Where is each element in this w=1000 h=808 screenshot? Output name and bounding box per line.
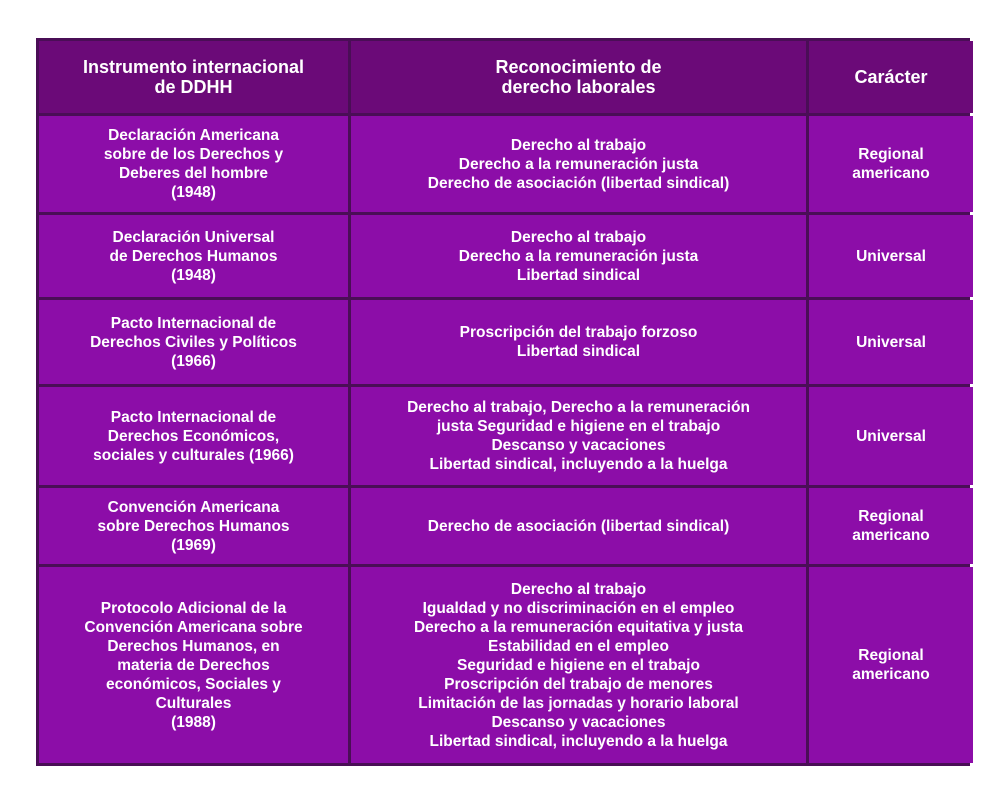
- table-row: [39, 488, 973, 564]
- cell-caracter: Universal: [809, 387, 973, 485]
- cell-caracter: Regional americano: [809, 567, 973, 763]
- cell-reconocimiento: Proscripción del trabajo forzoso Libertad sindical: [351, 300, 806, 384]
- cell-instrumento: Declaración Universal de Derechos Humanos (1948): [39, 215, 348, 297]
- table-row: [39, 300, 973, 384]
- table-row: [39, 116, 973, 212]
- table-row: [39, 567, 973, 763]
- cell-instrumento: Protocolo Adicional de la Convención Americana sobre Derechos Humanos, en materia de Derechos económicos, Sociales y Culturales (1988): [39, 567, 348, 763]
- cell-instrumento: Declaración Americana sobre de los Derechos y Deberes del hombre (1948): [39, 116, 348, 212]
- cell-instrumento: Pacto Internacional de Derechos Civiles y Políticos (1966): [39, 300, 348, 384]
- header-reconocimiento: Reconocimiento de derecho laborales: [351, 41, 806, 113]
- table-row: [39, 215, 973, 297]
- table-header-row: [39, 41, 973, 113]
- cell-instrumento: Pacto Internacional de Derechos Económicos, sociales y culturales (1966): [39, 387, 348, 485]
- ddhh-table-frame: [36, 38, 970, 766]
- cell-reconocimiento: Derecho al trabajo Igualdad y no discriminación en el empleo Derecho a la remuneración equitativa y justa Estabilidad en el empleo Seguridad e higiene en el trabajo Proscripción del trabajo de menores Limitación de las jornadas y horario laboral Descanso y vacaciones Libertad sindical, incluyendo a la huelga: [351, 567, 806, 763]
- table-row: [39, 387, 973, 485]
- header-instrumento: Instrumento internacional de DDHH: [39, 41, 348, 113]
- cell-reconocimiento: Derecho al trabajo, Derecho a la remuneración justa Seguridad e higiene en el trabajo Descanso y vacaciones Libertad sindical, incluyendo a la huelga: [351, 387, 806, 485]
- header-caracter: Carácter: [809, 41, 973, 113]
- cell-reconocimiento: Derecho de asociación (libertad sindical): [351, 488, 806, 564]
- cell-reconocimiento: Derecho al trabajo Derecho a la remuneración justa Libertad sindical: [351, 215, 806, 297]
- cell-caracter: Universal: [809, 300, 973, 384]
- cell-caracter: Regional americano: [809, 116, 973, 212]
- cell-instrumento: Convención Americana sobre Derechos Humanos (1969): [39, 488, 348, 564]
- cell-caracter: Regional americano: [809, 488, 973, 564]
- ddhh-labor-rights-table: [36, 38, 976, 766]
- cell-caracter: Universal: [809, 215, 973, 297]
- cell-reconocimiento: Derecho al trabajo Derecho a la remuneración justa Derecho de asociación (libertad sindical): [351, 116, 806, 212]
